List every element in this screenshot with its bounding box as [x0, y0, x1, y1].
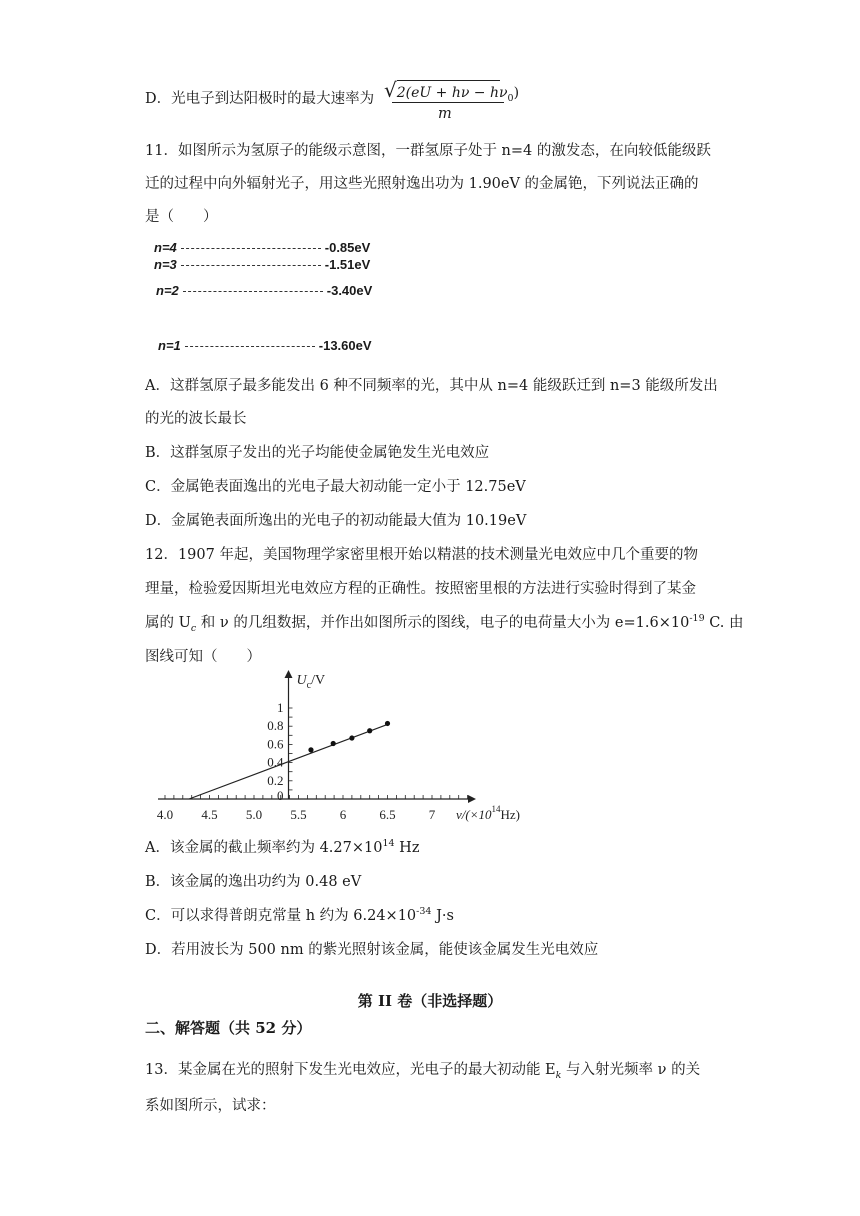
x-tick-label: 4.5	[201, 807, 218, 822]
q12-line1: 12．1907 年起，美国物理学家密里根开始以精湛的技术测量光电效应中几个重要的物	[145, 547, 698, 563]
chart-svg	[150, 668, 540, 828]
q13-line1: 13．某金属在光的照射下发生光电效应，光电子的最大初动能 $E_k$ 与入射光频率 ν 的关	[145, 1062, 701, 1081]
q12-line3: 属的 $U_c$ 和 ν 的几组数据，并作出如图所示的图线，电子的电荷量大小为 $e=1.6\times 10^{-19}$ C. 由	[145, 613, 744, 634]
q11-option-b: B．这群氢原子发出的光子均能使金属铯发生光电效应	[145, 445, 490, 461]
q12-option-b: B．该金属的逸出功约为 0.48 eV	[145, 874, 362, 890]
data-point	[308, 747, 313, 752]
y-tick-label: 0.4	[267, 754, 284, 770]
q13-line2: 系如图所示，试求：	[145, 1098, 276, 1114]
data-point	[349, 735, 354, 740]
x-axis-arrow	[468, 795, 476, 803]
y-tick-label: 1	[277, 700, 284, 715]
data-point	[367, 728, 372, 733]
y-tick-label: 0	[277, 788, 284, 803]
q11-line2: 迁的过程中向外辐射光子，用这些光照射逸出功为 1.90eV 的金属铯，下列说法正确的	[145, 176, 699, 192]
x-tick-label: 5.0	[245, 807, 263, 822]
x-tick-label: 4.0	[156, 807, 174, 822]
x-axis-label: $\nu/(\times 10^{14}Hz)$	[456, 804, 520, 822]
uc-vs-frequency-chart	[150, 668, 540, 832]
energy-level-diagram	[150, 240, 390, 355]
y-tick-label: 0.2	[267, 772, 284, 788]
fraction-bar	[392, 102, 504, 103]
y-tick-label: 0.6	[267, 736, 284, 752]
formula-denominator: m	[438, 106, 452, 122]
level-n1: n=1 -13.60eV	[158, 338, 372, 353]
x-tick-label: 7	[428, 807, 436, 822]
speed-formula: $√2(eU + h\nu - h\nu_0)$ m	[384, 78, 520, 122]
q11-option-d: D．金属铯表面所逸出的光电子的初动能最大值为 10.19eV	[145, 513, 527, 529]
data-point	[331, 741, 336, 746]
q12-option-a: A．该金属的截止频率约为 $4.27\times 10^{14}$ Hz	[145, 838, 420, 856]
q11-option-c: C．金属铯表面逸出的光电子最大初动能一定小于 12.75eV	[145, 479, 526, 495]
q11-option-a-line2: 的光的波长最长	[145, 411, 247, 427]
y-axis-arrow	[285, 670, 293, 678]
y-axis-label: $U_c/V$	[296, 673, 326, 691]
q11-line3: 是（ ）	[145, 209, 218, 225]
q12-option-c: C．可以求得普朗克常量 h 约为 $6.24\times 10^{-34}$ J·s	[145, 906, 454, 924]
level-n2: n=2 -3.40eV	[156, 283, 373, 298]
q11-option-a-line1: A．这群氢原子最多能发出 6 种不同频率的光，其中从 n=4 能级跃迁到 n=3 能级所发出	[145, 378, 718, 394]
x-tick-label: 6.5	[379, 807, 396, 822]
q11-line1: 11．如图所示为氢原子的能级示意图，一群氢原子处于 n=4 的激发态，在向较低能级跃	[145, 143, 711, 159]
section-title: 第 II 卷（非选择题）	[357, 992, 503, 1010]
q12-option-d: D．若用波长为 500 nm 的紫光照射该金属，能使该金属发生光电效应	[145, 942, 599, 958]
level-n3: n=3 -1.51eV	[154, 257, 371, 272]
x-tick-label: 6	[339, 807, 347, 822]
data-point	[385, 721, 390, 726]
option-d-prev	[145, 89, 374, 109]
q12-line2: 理量，检验爱因斯坦光电效应方程的正确性。按照密里根的方法进行实验时得到了某金	[145, 581, 696, 597]
y-tick-label: 0.8	[267, 718, 284, 734]
option-d-label: D．光电子到达阳极时的最大速率为	[145, 91, 375, 107]
level-n4: n=4 -0.85eV	[154, 240, 371, 255]
x-tick-label: 5.5	[290, 807, 307, 822]
q12-line4: 图线可知（ ）	[145, 649, 261, 665]
section-heading: 二、解答题（共 52 分）	[145, 1019, 312, 1037]
